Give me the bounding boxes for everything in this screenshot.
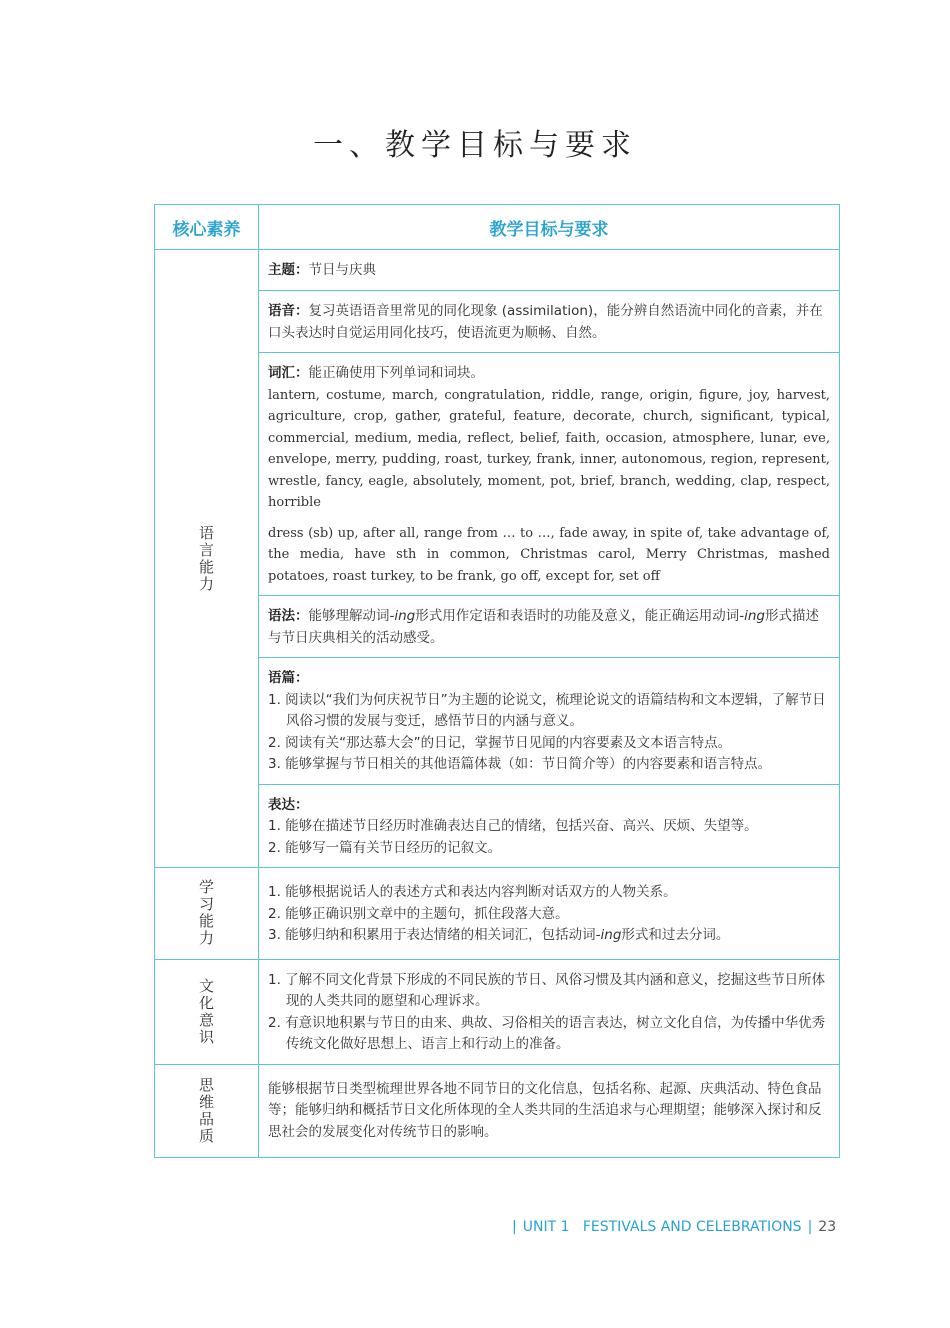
theme-text: 节日与庆典	[308, 262, 376, 278]
grammar-text-3: 形式描述与节日庆典相关的活动感受。	[268, 608, 819, 646]
page-footer	[506, 1219, 836, 1235]
culture-cell	[259, 960, 839, 1064]
footer-unit: UNIT 1	[522, 1219, 570, 1235]
list-item: 1. 能够在描述节日经历时准确表达自己的情绪，包括兴奋、高兴、厌烦、失望等。	[268, 818, 758, 834]
table-row	[155, 250, 840, 291]
list-item: 1. 了解不同文化背景下形成的不同民族的节日、风俗习惯及其内涵和意义，挖掘这些节日所体现的人类共同的愿望和心理诉求。	[268, 971, 826, 1009]
thinking-cell: 能够根据节日类型梳理世界各地不同节日的文化信息，包括名称、起源、庆典活动、特色食品等；能够归纳和概括节日文化所体现的全人类共同的生活追求与心理期望；能够深入探讨和反思社会的发展变化对传统节日的影响。	[268, 1080, 822, 1140]
vocabulary-cell	[259, 353, 839, 595]
footer-divider-icon: |	[807, 1219, 813, 1235]
grammar-text-1: 能够理解动词	[308, 608, 390, 624]
list-item: 1. 能够根据说话人的表述方式和表达内容判断对话双方的人物关系。	[268, 884, 677, 900]
discourse-cell	[259, 658, 839, 784]
vocabulary-text: 能正确使用下列单词和词块。	[308, 365, 484, 381]
table-row	[155, 959, 840, 1064]
goals-table	[154, 204, 840, 1158]
category-language	[155, 250, 259, 868]
discourse-label: 语篇：	[268, 670, 309, 686]
grammar-ing-2: -ing	[739, 608, 765, 624]
category-label: 学习能力	[198, 878, 214, 948]
header-goals: 教学目标与要求	[259, 205, 840, 250]
page-number: 23	[818, 1219, 837, 1235]
table-row	[155, 1064, 840, 1158]
table-header-row	[155, 205, 840, 250]
grammar-cell	[259, 596, 839, 657]
phonetics-text: 复习英语语音里常见的同化现象 (assimilation)，能分辨自然语流中同化的音素，并在口头表达时自觉运用同化技巧，使语流更为顺畅、自然。	[268, 303, 823, 341]
list-item	[268, 925, 830, 947]
phonetics-cell	[259, 291, 839, 352]
phonetics-label: 语音：	[268, 303, 309, 319]
expression-cell	[259, 785, 839, 868]
list-item: 2. 阅读有关“那达慕大会”的日记，掌握节日见闻的内容要素及文本语言特点。	[268, 734, 732, 751]
category-label: 思维品质	[198, 1075, 214, 1145]
footer-divider-icon: |	[512, 1219, 517, 1235]
grammar-ing-1: -ing	[389, 608, 416, 624]
category-learning	[155, 868, 259, 960]
footer-title: FESTIVALS AND CELEBRATIONS	[582, 1219, 802, 1235]
grammar-label: 语法：	[268, 608, 309, 624]
list-item: 3. 能够掌握与节日相关的其他语篇体裁（如：节日简介等）的内容要素和语言特点。	[268, 756, 772, 772]
list-item: 2. 能够写一篇有关节日经历的记叙文。	[268, 839, 502, 856]
learning-cell	[259, 868, 839, 959]
theme-cell	[259, 250, 839, 290]
table-row	[155, 868, 840, 960]
expression-label: 表达：	[268, 796, 309, 813]
learning-item3-text: 3. 能够归纳和积累用于表达情绪的相关词汇，包括动词	[268, 927, 596, 943]
list-item: 1. 阅读以“我们为何庆祝节日”为主题的论说文，梳理论说文的语篇结构和文本逻辑，了解节日风俗习惯的发展与变迁，感悟节日的内涵与意义。	[268, 691, 826, 729]
vocabulary-phrases: dress (sb) up, after all, range from … to …, fade away, in spite of, take advantage of, the media, have sth in common, Christmas carol, Merry Christmas, mashed potatoes, roast turkey, to be frank, go off, except for, set off	[268, 525, 830, 584]
header-core-literacy: 核心素养	[155, 205, 259, 250]
vocabulary-label: 词汇：	[268, 365, 309, 381]
theme-label: 主题：	[268, 262, 309, 278]
learning-item3-rest: 形式和过去分词。	[621, 927, 730, 943]
category-culture	[155, 959, 259, 1064]
category-label: 文化意识	[198, 976, 214, 1046]
page-title: 一、教学目标与要求	[313, 128, 637, 163]
learning-item3-ing: -ing	[595, 927, 622, 943]
category-label: 语言能力	[198, 523, 214, 593]
list-item: 2. 有意识地积累与节日的由来、典故、习俗相关的语言表达，树立文化自信，为传播中华优秀传统文化做好思想上、语言上和行动上的准备。	[268, 1014, 826, 1052]
vocabulary-words: lantern, costume, march, congratulation, riddle, range, origin, figure, joy, harvest, agriculture, crop, gather, grateful, feature, decorate, church, significant, typical, commercial, medium, media, reflect, belief, faith, occasion, atmosphere, lunar, eve, envelope, merry, pudding, roast, turkey, frank, inner, autonomous, region, represent, wrestle, fancy, eagle, absolutely, moment, pot, brief, branch, wedding, clap, respect, horrible	[268, 387, 830, 510]
category-thinking	[155, 1064, 259, 1158]
list-item: 2. 能够正确识别文章中的主题句，抓住段落大意。	[268, 905, 569, 922]
grammar-text-2: 形式用作定语和表语时的功能及意义，能正确运用动词	[415, 608, 740, 624]
